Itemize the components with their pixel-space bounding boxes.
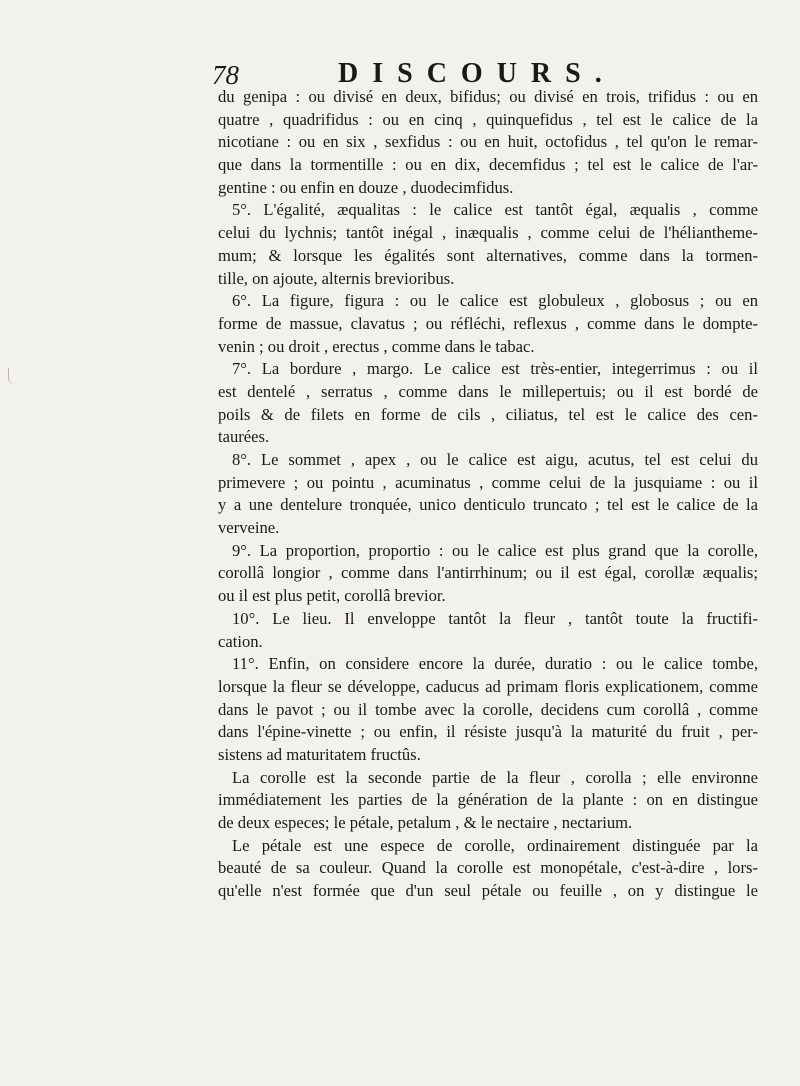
text-line: 9°. La proportion, proportio : ou le calice est plus grand que la corolle, <box>232 540 758 560</box>
text-line: dans le pavot ; ou il tombe avec la corolle, decidens cum corollâ , comme <box>218 699 758 719</box>
running-head: DISCOURS. <box>338 58 616 89</box>
text-line: Le pétale est une espece de corolle, ordinairement distinguée par la <box>232 835 758 855</box>
text-line: y a une dentelure tronquée, unico denticulo truncato ; tel est le calice de la <box>218 495 758 515</box>
text-line: sistens ad maturitatem fructûs. <box>218 744 421 764</box>
text-line: 10°. Le lieu. Il enveloppe tantôt la fleur , tantôt toute la fructifi- <box>232 608 758 628</box>
text-line: beauté de sa couleur. Quand la corolle est monopétale, c'est-à-dire , lors- <box>218 858 758 878</box>
text-line: que dans la tormentille : ou en dix, decemfidus ; tel est le calice de l'ar- <box>218 155 758 175</box>
body-text <box>218 86 758 903</box>
page-number: 78 <box>212 60 239 90</box>
text-line: 11°. Enfin, on considere encore la durée, duratio : ou le calice tombe, <box>232 654 758 674</box>
text-line: quatre , quadrifidus : ou en cinq , quinquefidus , tel est le calice de la <box>218 109 758 129</box>
text-line: La corolle est la seconde partie de la fleur , corolla ; elle environne <box>232 767 758 787</box>
text-line: est dentelé , serratus , comme dans le millepertuis; ou il est bordé de <box>218 381 758 401</box>
text-line: qu'elle n'est formée que d'un seul pétale ou feuille , on y distingue le <box>218 881 758 901</box>
text-line: gentine : ou enfin en douze , duodecimfidus. <box>218 177 514 197</box>
text-line: nicotiane : ou en six , sexfidus : ou en huit, octofidus , tel qu'on le remar- <box>218 132 758 152</box>
text-line: 5°. L'égalité, æqualitas : le calice est tantôt égal, æqualis , comme <box>232 200 758 220</box>
text-line: primevere ; ou pointu , acuminatus , comme celui de la jusquiame : ou il <box>218 472 758 492</box>
text-line: ou il est plus petit, corollâ brevior. <box>218 586 446 606</box>
text-line: 6°. La figure, figura : ou le calice est globuleux , globosus ; ou en <box>232 291 758 311</box>
text-line: poils & de filets en forme de cils , ciliatus, tel est le calice des cen- <box>218 404 758 424</box>
page-edge-mark <box>8 368 15 384</box>
text-line: venin ; ou droit , erectus , comme dans le tabac. <box>218 336 535 356</box>
text-line: immédiatement les parties de la génération de la plante : on en distingue <box>218 790 758 810</box>
text-line: cation. <box>218 631 263 651</box>
text-line: du genipa : ou divisé en deux, bifidus; ou divisé en trois, trifidus : ou en <box>218 87 758 106</box>
text-line: lorsque la fleur se développe, caducus ad primam floris explicationem, comme <box>218 676 758 696</box>
text-line: corollâ longior , comme dans l'antirrhinum; ou il est égal, corollæ æqualis; <box>218 563 758 583</box>
text-line: de deux especes; le pétale, petalum , & le nectaire , nectarium. <box>218 813 633 832</box>
text-line: celui du lychnis; tantôt inégal , inæqualis , comme celui de l'héliantheme- <box>218 223 758 243</box>
text-line: tille, on ajoute, alternis brevioribus. <box>218 268 455 288</box>
text-line: verveine. <box>218 518 280 538</box>
text-line: 7°. La bordure , margo. Le calice est très-entier, integerrimus : ou il <box>232 359 758 379</box>
text-line: taurées. <box>218 427 270 447</box>
text-line: forme de massue, clavatus ; ou réfléchi, reflexus , comme dans le dompte- <box>218 313 758 333</box>
text-line: 8°. Le sommet , apex , ou le calice est aigu, acutus, tel est celui du <box>232 450 758 469</box>
text-line: mum; & lorsque les égalités sont alternatives, comme dans la tormen- <box>218 245 758 265</box>
text-line: dans l'épine-vinette ; ou enfin, il résiste jusqu'à la maturité du fruit , per- <box>218 722 758 742</box>
